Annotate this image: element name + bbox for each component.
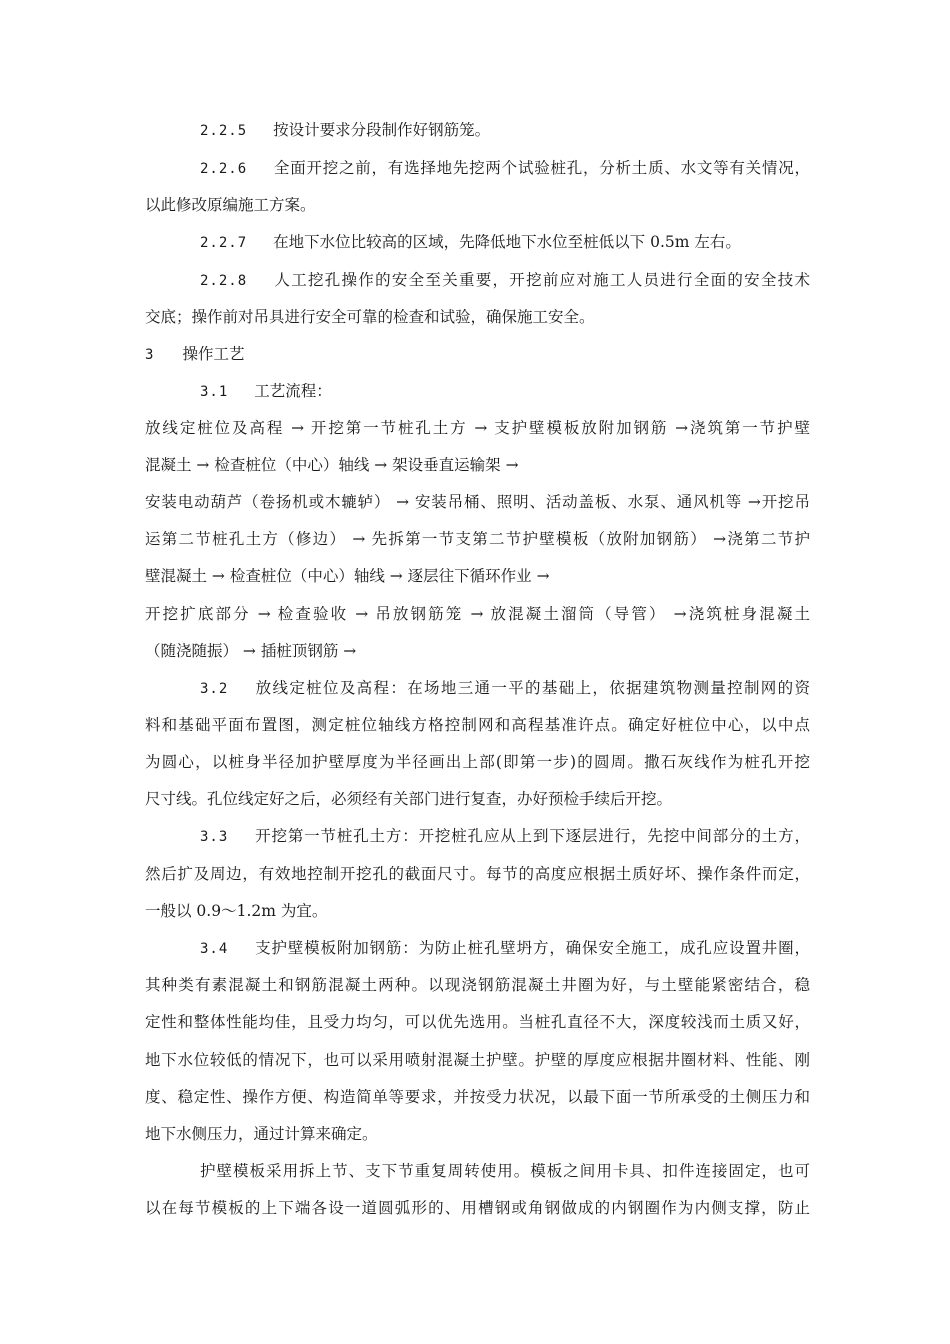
- clause-3-4-cont: 其种类有素混凝土和钢筋混凝土两种。以现浇钢筋混凝土井圈为好，与土壁能紧密结合，稳: [145, 976, 810, 994]
- clause-2-2-5: [200, 120, 810, 140]
- clause-3-3-cont: 然后扩及周边，有效地控制开挖孔的截面尺寸。每节的高度应根据土质好坏、操作条件而定，: [145, 865, 810, 883]
- clause-text: 在地下水位比较高的区域，先降低地下水位至桩低以下 0.5m 左右。: [273, 233, 741, 251]
- clause-3-2: [200, 678, 810, 698]
- flow-line: 运第二节桩孔土方（修边） → 先拆第一节支第二节护壁模板（放附加钢筋） →浇第二节护: [145, 530, 810, 548]
- clause-2-2-8: [200, 270, 810, 290]
- clause-number: 3.3: [200, 829, 229, 845]
- clause-3-4-cont: 地下水位较低的情况下，也可以采用喷射混凝土护壁。护壁的厚度应根据井圈材料、性能、刚: [145, 1051, 810, 1069]
- flow-line: 壁混凝土 → 检查桩位（中心）轴线 → 逐层往下循环作业 →: [145, 567, 550, 585]
- clause-number: 3.4: [200, 941, 229, 957]
- clause-number: 3.2: [200, 681, 229, 697]
- clause-3-4: [200, 938, 810, 958]
- clause-3-4-cont: 定性和整体性能均佳，且受力均匀，可以优先选用。当桩孔直径不大，深度较浅而土质又好，: [145, 1013, 810, 1031]
- clause-text: 放线定桩位及高程：在场地三通一平的基础上，依据建筑物测量控制网的资: [254, 679, 810, 697]
- clause-2-2-7: [200, 232, 810, 252]
- clause-3-4-cont: 地下水侧压力，通过计算来确定。: [145, 1125, 378, 1143]
- clause-title: 工艺流程：: [254, 382, 332, 400]
- clause-number: 2.2.8: [200, 273, 248, 289]
- clause-2-2-8-cont: 交底；操作前对吊具进行安全可靠的检查和试验，确保施工安全。: [145, 308, 595, 326]
- clause-2-2-6-cont: 以此修改原编施工方案。: [145, 196, 316, 214]
- clause-number: 2.2.7: [200, 235, 248, 251]
- clause-text: 支护壁模板附加钢筋：为防止桩孔壁坍方，确保安全施工，成孔应设置井圈，: [254, 939, 810, 957]
- flow-line: （随浇随振） → 插桩顶钢筋 →: [145, 642, 357, 660]
- clause-3-3-cont: 一般以 0.9～1.2m 为宜。: [145, 902, 328, 920]
- flow-line: 混凝土 → 检查桩位（中心）轴线 → 架设垂直运输架 →: [145, 456, 519, 474]
- clause-text: 按设计要求分段制作好钢筋笼。: [273, 121, 491, 139]
- flow-line: 开挖扩底部分 → 检查验收 → 吊放钢筋笼 → 放混凝土溜筒（导管） →浇筑桩身混凝土: [145, 605, 810, 623]
- flow-line: 放线定桩位及高程 → 开挖第一节桩孔土方 → 支护壁模板放附加钢筋 →浇筑第一节护壁: [145, 419, 810, 437]
- section-heading-3: [145, 344, 810, 364]
- section-number: 3: [145, 347, 155, 363]
- clause-2-2-6: [200, 158, 810, 178]
- clause-text: 全面开挖之前，有选择地先挖两个试验桩孔，分析土质、水文等有关情况，: [273, 159, 810, 177]
- clause-number: 2.2.5: [200, 123, 248, 139]
- clause-3-2-cont: 尺寸线。孔位线定好之后，必须经有关部门进行复查，办好预检手续后开挖。: [145, 790, 673, 808]
- clause-3-2-cont: 料和基础平面布置图，测定桩位轴线方格控制网和高程基准许点。确定好桩位中心，以中点: [145, 716, 810, 734]
- clause-3-3: [200, 826, 810, 846]
- paragraph-formwork-cont: 以在每节模板的上下端各设一道圆弧形的、用槽钢或角钢做成的内钢圈作为内侧支撑，防止: [145, 1199, 810, 1217]
- clause-number: 3.1: [200, 384, 229, 400]
- clause-text: 开挖第一节桩孔土方：开挖桩孔应从上到下逐层进行，先挖中间部分的土方，: [254, 827, 810, 845]
- clause-3-2-cont: 为圆心，以桩身半径加护壁厚度为半径画出上部(即第一步)的圆周。撒石灰线作为桩孔开挖: [145, 753, 810, 771]
- clause-text: 人工挖孔操作的安全至关重要，开挖前应对施工人员进行全面的安全技术: [273, 271, 810, 289]
- clause-3-1: [200, 381, 810, 401]
- clause-number: 2.2.6: [200, 161, 248, 177]
- clause-3-4-cont: 度、稳定性、操作方便、构造简单等要求，并按受力状况，以最下面一节所承受的土侧压力和: [145, 1088, 810, 1106]
- paragraph-formwork: 护壁模板采用拆上节、支下节重复周转使用。模板之间用卡具、扣件连接固定，也可: [200, 1162, 810, 1180]
- section-title: 操作工艺: [182, 345, 245, 363]
- flow-line: 安装电动葫芦（卷扬机或木辘轳） → 安装吊桶、照明、活动盖板、水泵、通风机等 →开挖吊: [145, 493, 810, 511]
